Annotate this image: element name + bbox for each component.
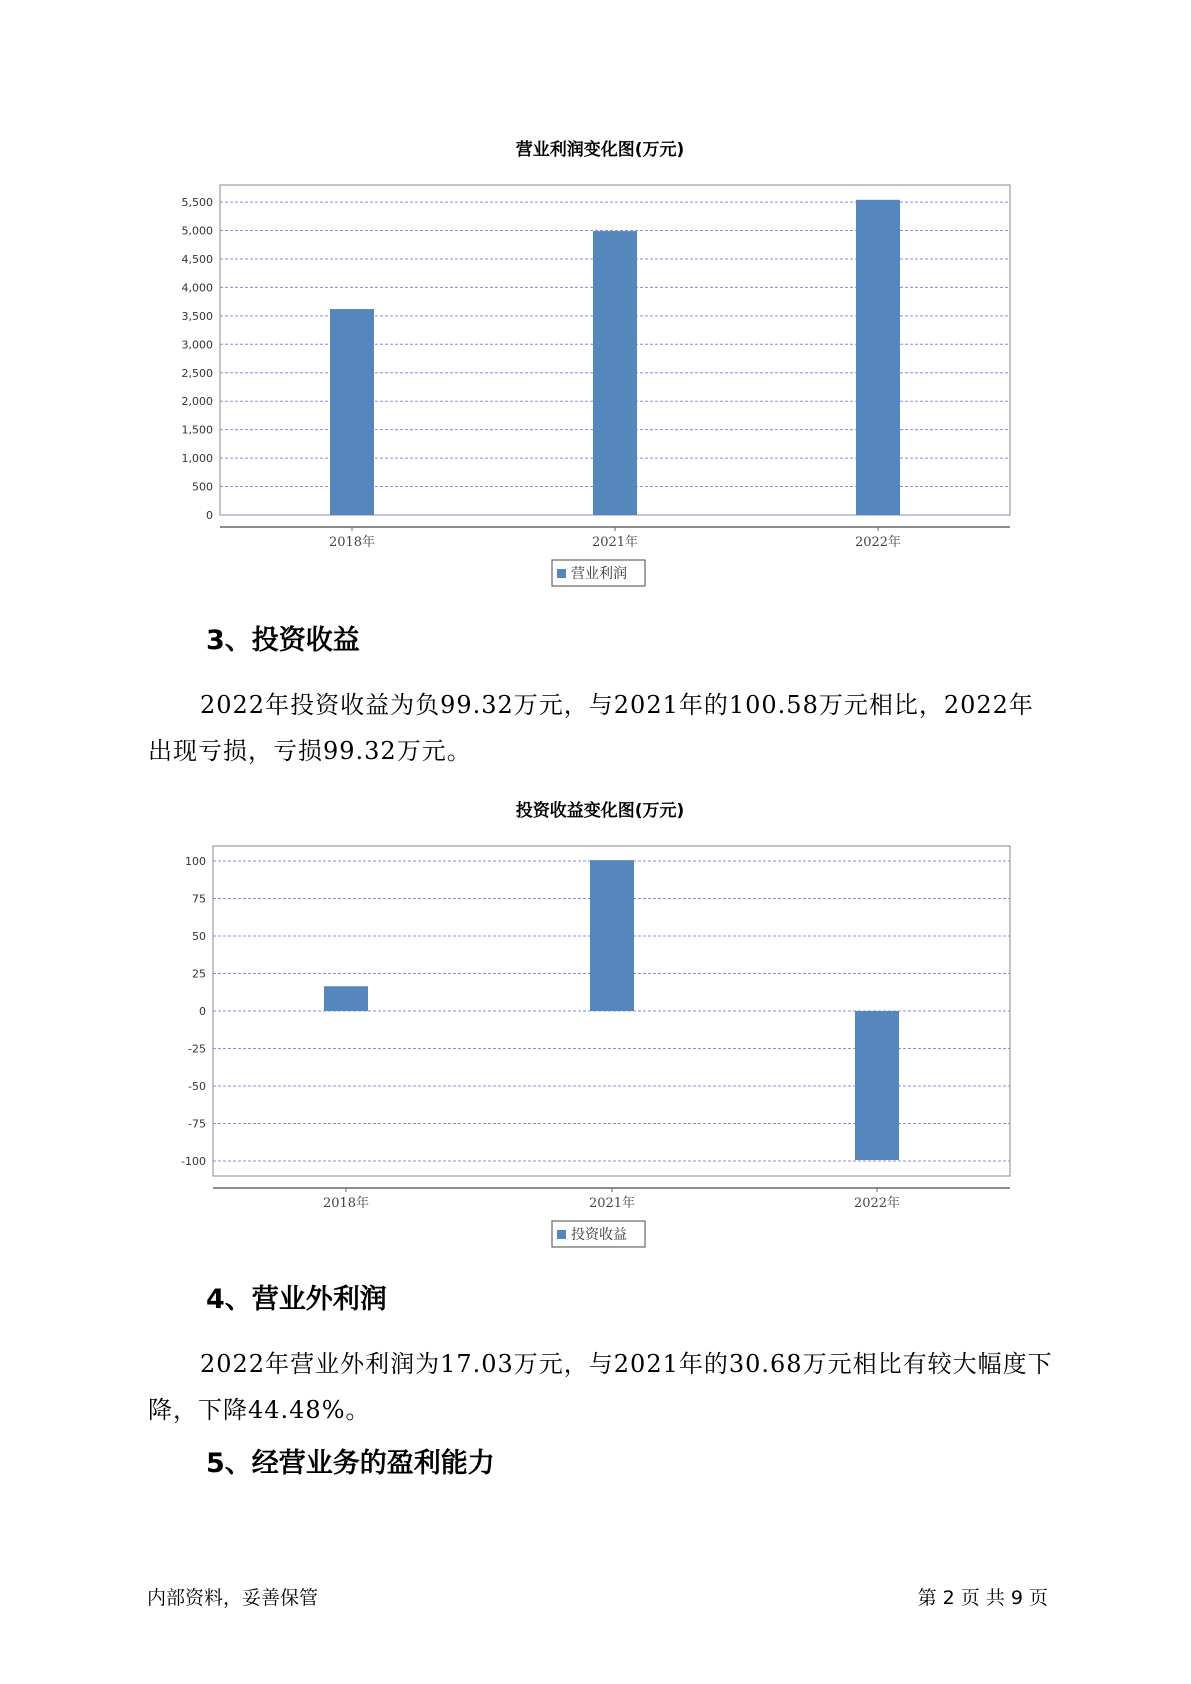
non-operating-profit-paragraph <box>148 1341 1058 1433</box>
y-tick-label: 1,000 <box>181 452 213 466</box>
x-tick-label: 2021年 <box>588 1196 636 1211</box>
bar-2018年 <box>330 309 374 515</box>
investment-income-chart <box>0 800 1191 1260</box>
y-tick-label: 100 <box>185 855 206 868</box>
y-tick-label: 5,000 <box>181 224 213 238</box>
y-tick-label: 5,500 <box>181 196 213 210</box>
y-tick-label: -50 <box>188 1080 206 1093</box>
x-tick-label: 2018年 <box>322 1196 370 1211</box>
y-tick-label: -100 <box>181 1155 206 1168</box>
y-tick-label: 4,000 <box>181 281 213 295</box>
y-tick-label: 2,500 <box>181 366 213 380</box>
operating-profit-chart <box>0 135 1191 595</box>
bar-2022年 <box>856 200 900 515</box>
legend-swatch <box>557 1230 566 1239</box>
investment-income-text: 2022年投资收益为负99.32万元，与2021年的100.58万元相比，2022年出现亏损，亏损99.32万元。 <box>148 691 1034 765</box>
footer-left: 内部资料，妥善保管 <box>147 1587 319 1609</box>
chart-title: 营业利润变化图(万元) <box>515 140 685 160</box>
footer-page-number: 第 2 页 共 9 页 <box>917 1587 1048 1609</box>
section-heading-investment-income: 3、投资收益 <box>206 625 360 656</box>
investment-income-chart-svg <box>0 800 1191 1260</box>
x-tick-label: 2022年 <box>853 1196 901 1211</box>
x-tick-label: 2021年 <box>591 535 639 550</box>
non-operating-profit-text: 2022年营业外利润为17.03万元，与2021年的30.68万元相比有较大幅度下降，下降44.48%。 <box>148 1350 1053 1424</box>
y-tick-label: 500 <box>192 480 213 494</box>
x-tick-label: 2022年 <box>854 535 902 550</box>
y-tick-label: 50 <box>192 930 206 943</box>
y-tick-label: 75 <box>192 892 206 906</box>
x-tick-label: 2018年 <box>328 535 376 550</box>
investment-income-paragraph <box>148 682 1058 774</box>
chart-title: 投资收益变化图(万元) <box>515 801 685 821</box>
y-tick-label: 25 <box>192 967 206 981</box>
y-tick-label: 1,500 <box>181 423 213 437</box>
y-tick-label: 2,000 <box>181 395 213 409</box>
bar-2021年 <box>593 231 637 515</box>
chart-legend <box>552 560 645 586</box>
y-tick-label: -75 <box>188 1117 206 1131</box>
bar-2022年 <box>855 1011 899 1160</box>
legend-label: 投资收益 <box>571 1227 627 1243</box>
legend-label: 营业利润 <box>571 566 627 582</box>
section-heading-non-operating-profit: 4、营业外利润 <box>206 1284 387 1315</box>
y-tick-label: 3,500 <box>181 309 213 323</box>
chart-legend <box>552 1221 645 1247</box>
bar-2018年 <box>324 986 368 1011</box>
section-heading-operating-profitability: 5、经营业务的盈利能力 <box>206 1448 495 1479</box>
y-tick-label: 0 <box>206 509 213 522</box>
legend-swatch <box>557 569 566 578</box>
y-tick-label: 3,000 <box>181 338 213 352</box>
y-tick-label: -25 <box>188 1042 206 1056</box>
operating-profit-chart-svg <box>0 135 1191 595</box>
bar-2021年 <box>590 860 634 1011</box>
y-tick-label: 0 <box>199 1005 206 1018</box>
y-tick-label: 4,500 <box>181 252 213 266</box>
